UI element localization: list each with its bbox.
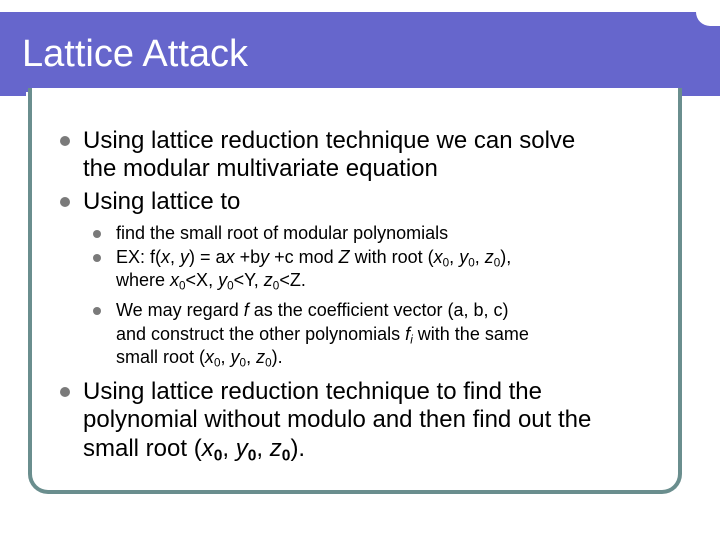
- sub-bullet-icon: [93, 230, 101, 238]
- bullet-1-line-1: Using lattice reduction technique we can solve: [83, 127, 576, 154]
- bullet-icon: [60, 387, 70, 397]
- bullet-3-line-3: small root ($x_0$, $y_0$, $z_0$).: [83, 435, 306, 465]
- sub-bullet-icon: [93, 307, 101, 315]
- sub-bullet-1-line-1: find the small root of modular polynomials: [116, 223, 449, 243]
- slide-title: Lattice Attack: [22, 33, 249, 75]
- bullet-3-line-1: Using lattice reduction technique to find the: [83, 378, 542, 405]
- bullet-1-line-2: the modular multivariate equation: [83, 155, 438, 182]
- sub-bullet-2-line-2: where $x_0<X$, $y_0<Y$, $z_0<Z$.: [116, 270, 306, 293]
- bullet-icon: [60, 197, 70, 207]
- bullet-2-line-1: Using lattice to: [83, 188, 241, 215]
- sub-bullet-3-line-3: small root ($x_0$, $y_0$, $z_0$).: [116, 347, 283, 370]
- bullet-3-line-2: polynomial without modulo and then find out the: [83, 406, 592, 433]
- bullet-icon: [60, 136, 70, 146]
- sub-bullet-2-line-1: EX: f(x, y) = ax +by +c mod Z with root ($x_0$, $y_0$, $z_0$),: [116, 247, 512, 270]
- sub-bullet-3-line-2: and construct the other polynomials $f_i$ with the same: [116, 324, 529, 347]
- sub-bullet-icon: [93, 254, 101, 262]
- sub-bullet-3-line-1: We may regard f as the coefficient vector (a, b, c): [116, 300, 509, 320]
